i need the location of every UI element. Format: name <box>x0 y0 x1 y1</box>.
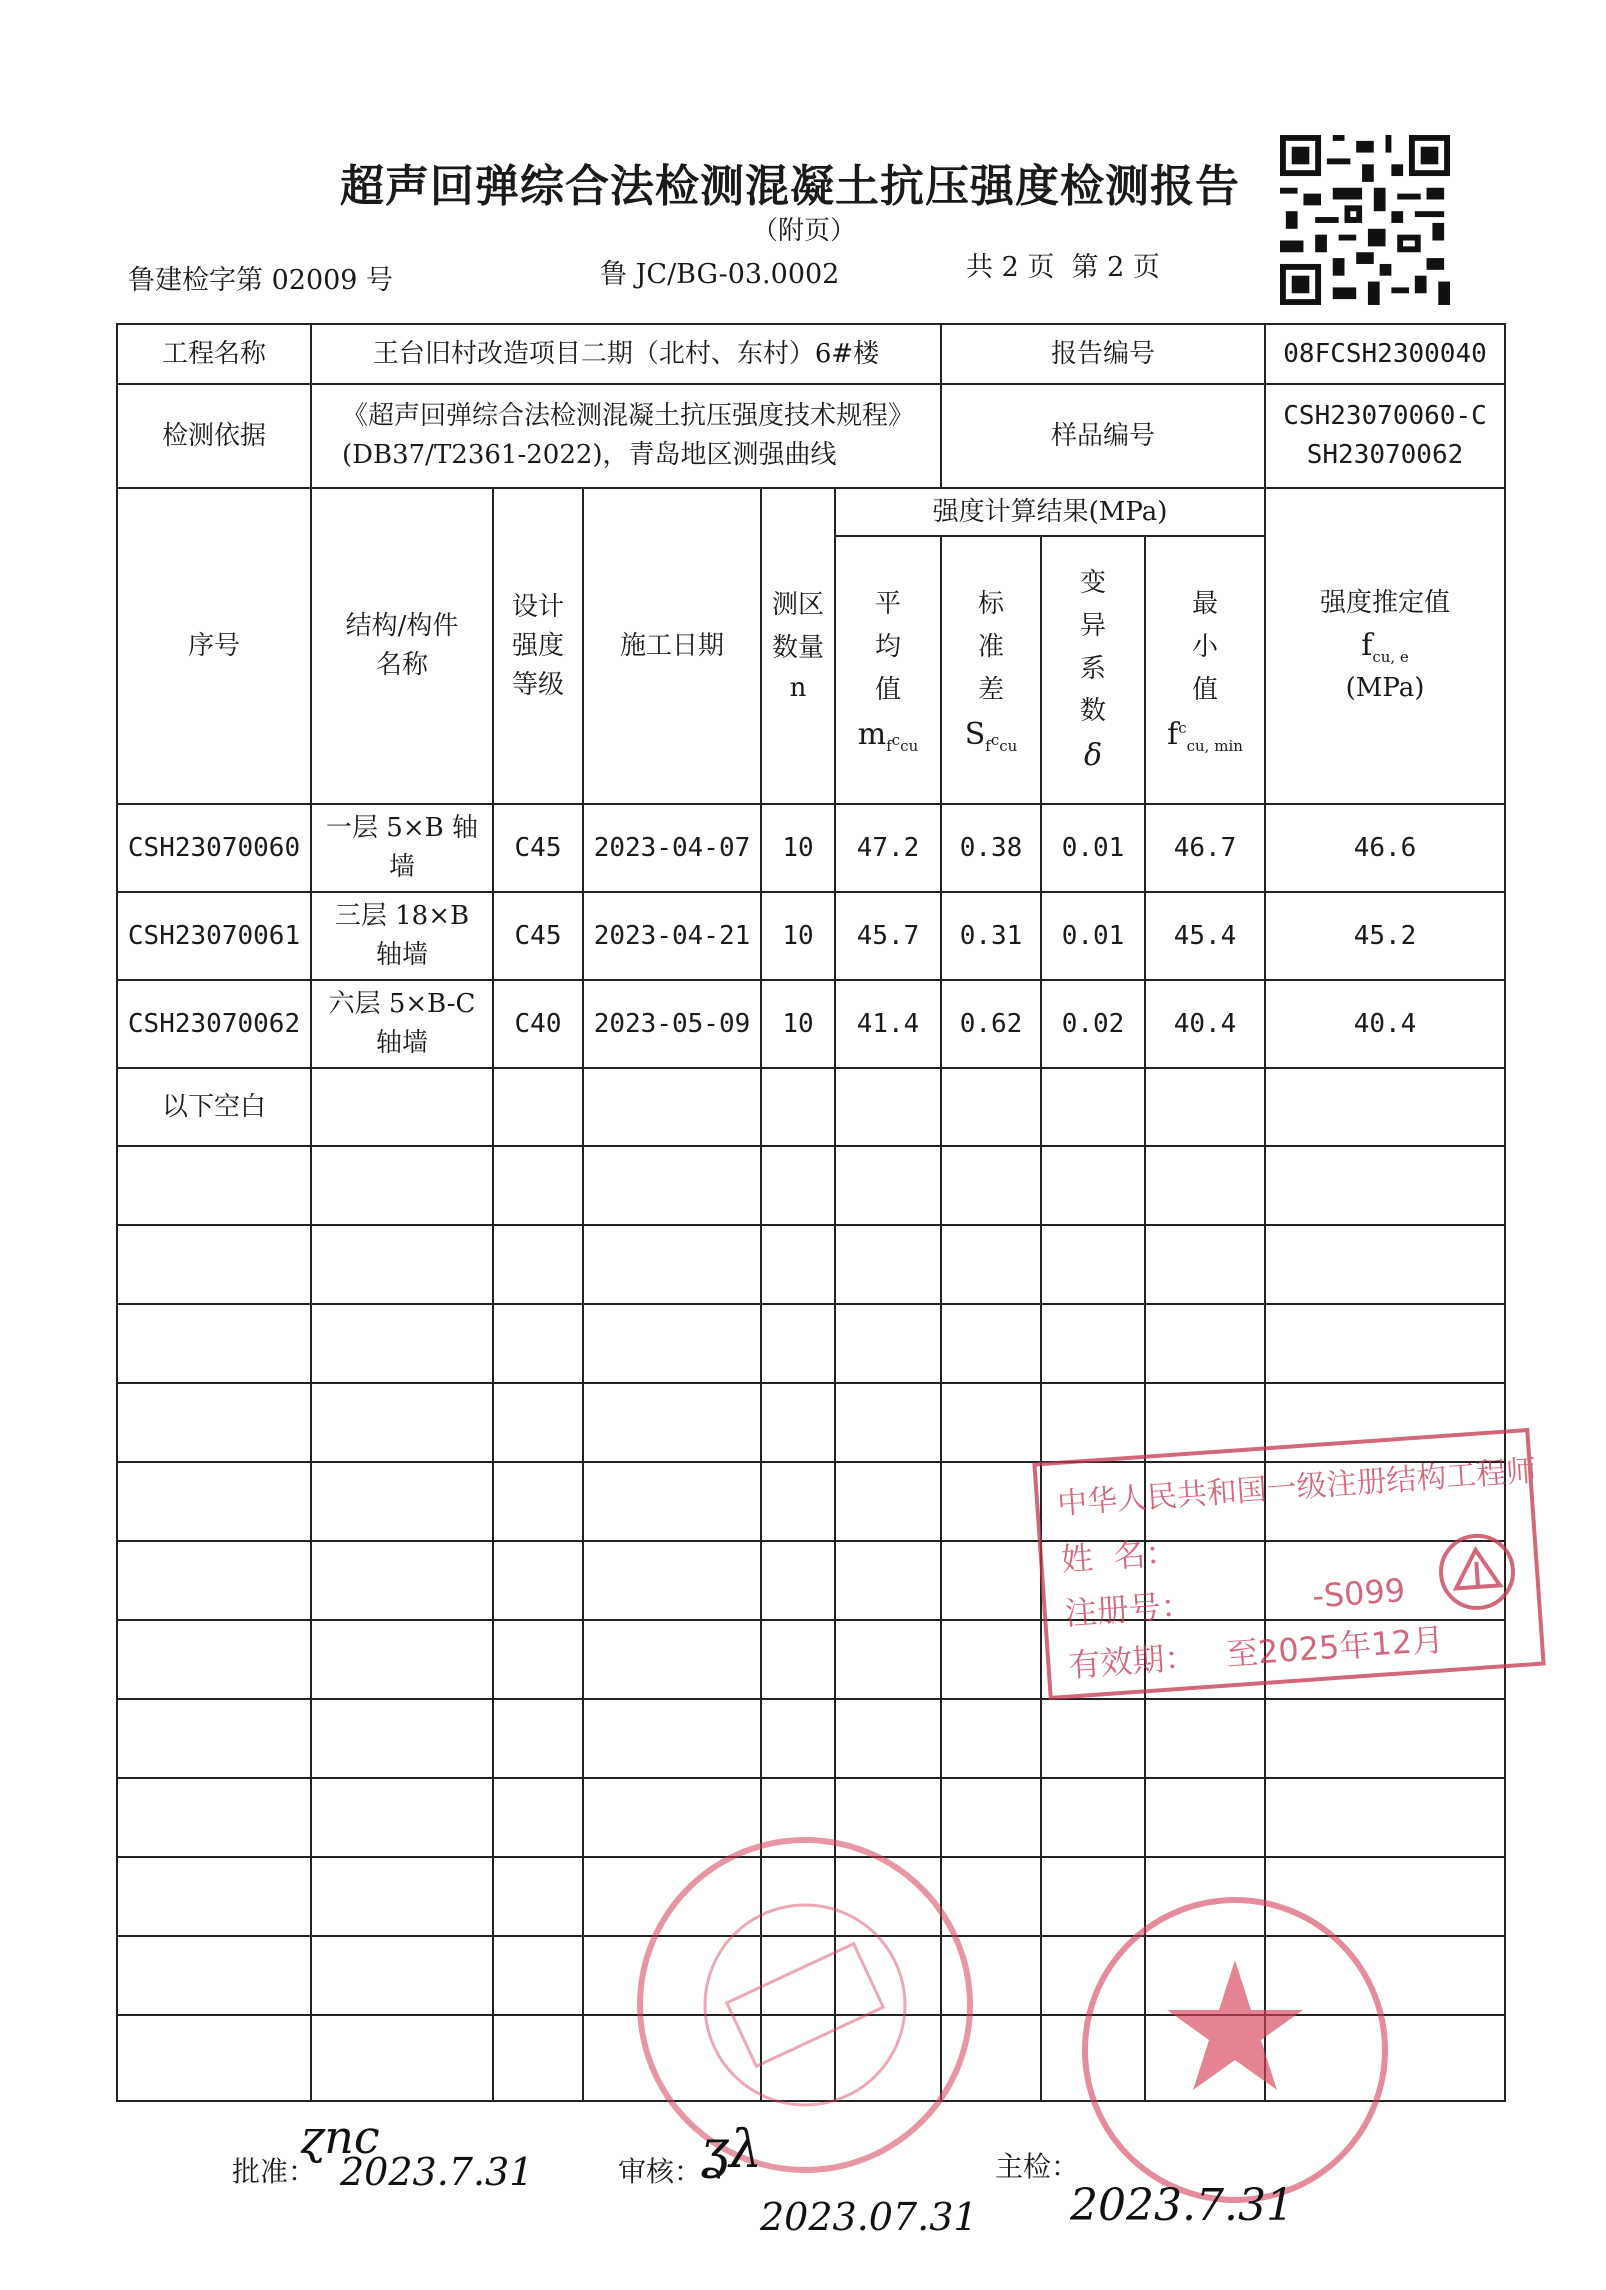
engineer-stamp <box>1032 1428 1545 1700</box>
row-date: 2023-04-07 <box>583 804 761 892</box>
basis-value: 《超声回弹综合法检测混凝土抗压强度技术规程》(DB37/T2361-2022)，青岛地区测强曲线 <box>311 384 941 488</box>
basis-label: 检测依据 <box>117 384 311 488</box>
row-grade: C45 <box>493 892 583 980</box>
report-number-label: 报告编号 <box>941 324 1265 384</box>
form-code: 鲁 JC/BG-03.0002 <box>600 259 840 290</box>
inspector-label: 主检： <box>995 2150 1080 2183</box>
row-count: 10 <box>761 804 835 892</box>
col-header-grade: 设计强度等级 <box>493 488 583 804</box>
approve-label: 批准： <box>232 2155 317 2188</box>
col-header-date: 施工日期 <box>583 488 761 804</box>
engineer-stamp-reg-label: 注册号： <box>1063 1585 1194 1633</box>
col-header-mean-text: 平均值 <box>874 588 901 705</box>
inspector-date: 2023.7.31 <box>1070 2180 1294 2231</box>
row-member: 三层 18×B 轴墙 <box>311 892 493 980</box>
qr-code-icon <box>1280 135 1450 305</box>
sample-number-line-2: SH23070062 <box>1306 440 1464 470</box>
row-date: 2023-05-09 <box>583 980 761 1068</box>
review-label: 审核： <box>618 2155 703 2188</box>
col-header-count <box>761 488 835 804</box>
engineer-stamp-valid-tail: 至2025年12月 <box>1224 1620 1446 1674</box>
row-mean: 45.7 <box>835 892 941 980</box>
col-header-std-text: 标准差 <box>978 588 1005 705</box>
project-name-value: 王台旧村改造项目二期（北村、东村）6#楼 <box>311 324 941 384</box>
row-std: 0.38 <box>941 804 1041 892</box>
col-header-min-symbol: $f^c_{cu, min}$ <box>1167 716 1243 755</box>
row-cv: 0.02 <box>1041 980 1145 1068</box>
approve-signature: ɀnc <box>300 2110 380 2164</box>
empty-row <box>117 1699 1505 1778</box>
col-header-std <box>941 536 1041 804</box>
col-header-seq: 序号 <box>117 488 311 804</box>
row-count: 10 <box>761 892 835 980</box>
col-header-mean-symbol: $m_{f^ccu}$ <box>857 716 919 755</box>
row-estimate: 45.2 <box>1265 892 1505 980</box>
sample-number-value <box>1265 384 1505 488</box>
approve-date: 2023.7.31 <box>340 2150 534 2194</box>
report-number-value: 08FCSH2300040 <box>1265 324 1505 384</box>
table-row-blank-note <box>117 1068 1505 1146</box>
engineer-stamp-reg-tail: -S099 <box>1311 1571 1407 1616</box>
report-subtitle: （附页） <box>752 216 857 246</box>
row-member: 六层 5×B-C 轴墙 <box>311 980 493 1068</box>
report-title: 超声回弹综合法检测混凝土抗压强度检测报告 <box>340 161 1240 212</box>
row-seq: CSH23070060 <box>117 804 311 892</box>
empty-row <box>117 1225 1505 1304</box>
project-name-label: 工程名称 <box>117 324 311 384</box>
row-mean: 47.2 <box>835 804 941 892</box>
cert-number: 鲁建检字第 02009 号 <box>128 265 394 296</box>
row-estimate: 46.6 <box>1265 804 1505 892</box>
engineer-emblem-icon <box>1434 1529 1519 1614</box>
sample-number-line-1: CSH23070060-C <box>1283 401 1487 431</box>
col-header-min-text: 最小值 <box>1192 588 1219 705</box>
row-seq: CSH23070061 <box>117 892 311 980</box>
col-header-estimate-symbol: $f_{cu, e}$ <box>1361 628 1409 667</box>
row-member: 一层 5×B 轴墙 <box>311 804 493 892</box>
col-header-result-group: 强度计算结果(MPa) <box>835 488 1265 536</box>
review-date: 2023.07.31 <box>760 2195 978 2239</box>
col-header-cv-symbol: δ <box>1083 738 1103 774</box>
company-seal-icon <box>1075 1890 1395 2210</box>
sample-number-label: 样品编号 <box>941 384 1265 488</box>
row-min: 40.4 <box>1145 980 1265 1068</box>
col-header-mean <box>835 536 941 804</box>
engineer-stamp-title: 中华人民共和国一级注册结构工程师 <box>1056 1453 1538 1522</box>
row-seq: CSH23070062 <box>117 980 311 1068</box>
review-signature: ʓλ <box>700 2120 763 2180</box>
col-header-estimate-text: 强度推定值 <box>1320 588 1451 619</box>
row-grade: C40 <box>493 980 583 1068</box>
col-header-count-symbol: n <box>789 673 807 704</box>
col-header-member: 结构/构件名称 <box>311 488 493 804</box>
engineer-stamp-valid-label: 有效期： <box>1067 1637 1198 1685</box>
row-estimate: 40.4 <box>1265 980 1505 1068</box>
col-header-min <box>1145 536 1265 804</box>
row-cv: 0.01 <box>1041 892 1145 980</box>
empty-row <box>117 1146 1505 1225</box>
empty-row <box>117 1304 1505 1383</box>
qualification-seal-icon <box>630 1830 980 2180</box>
row-date: 2023-04-21 <box>583 892 761 980</box>
col-header-estimate-unit: (MPa) <box>1345 672 1425 703</box>
row-count: 10 <box>761 980 835 1068</box>
col-header-cv <box>1041 536 1145 804</box>
row-mean: 41.4 <box>835 980 941 1068</box>
row-grade: C45 <box>493 804 583 892</box>
col-header-std-symbol: $S_{f^ccu}$ <box>964 716 1018 755</box>
col-header-estimate <box>1265 488 1505 804</box>
row-min: 45.4 <box>1145 892 1265 980</box>
col-header-cv-text: 变异系数 <box>1080 567 1107 727</box>
table-row <box>117 980 1505 1068</box>
col-header-count-text: 测区数量 <box>772 589 825 663</box>
table-row <box>117 804 1505 892</box>
row-cv: 0.01 <box>1041 804 1145 892</box>
row-min: 46.7 <box>1145 804 1265 892</box>
page-info: 共 2 页 第 2 页 <box>966 252 1160 283</box>
row-std: 0.62 <box>941 980 1041 1068</box>
row-std: 0.31 <box>941 892 1041 980</box>
blank-note: 以下空白 <box>117 1068 311 1146</box>
table-row <box>117 892 1505 980</box>
engineer-stamp-name: 姓 名： <box>1059 1532 1179 1579</box>
